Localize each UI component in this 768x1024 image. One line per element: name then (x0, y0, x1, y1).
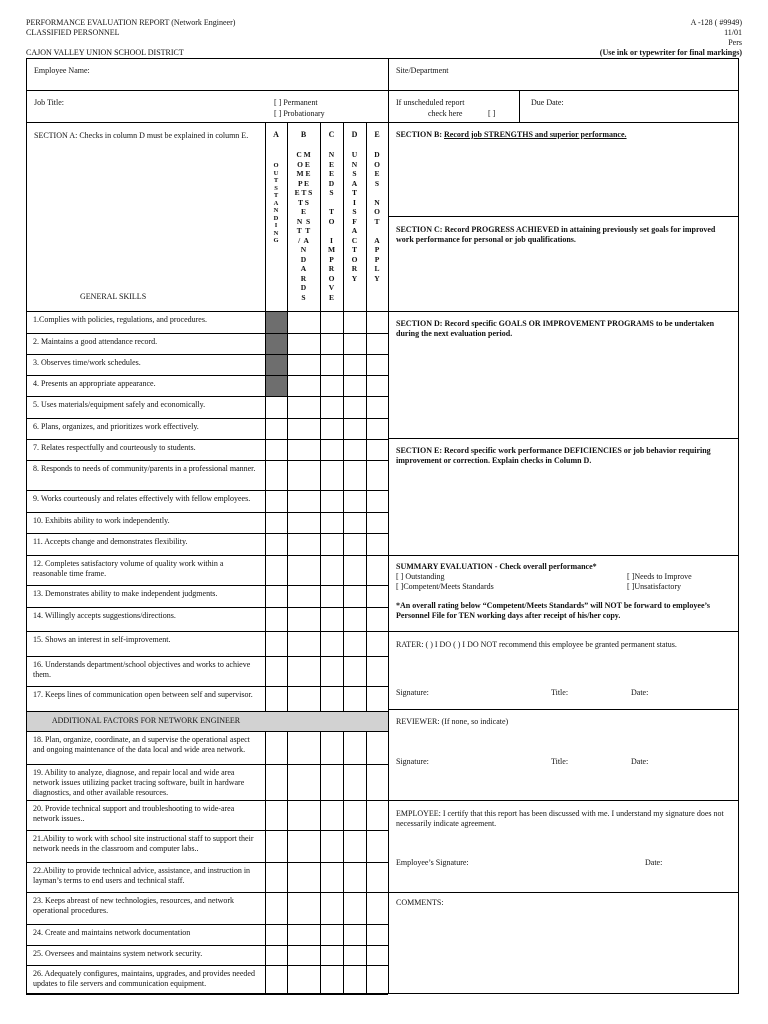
reviewer-title[interactable]: Title: (551, 757, 569, 766)
skill-row-5-col-e-cell[interactable] (367, 397, 388, 418)
skill-row-13-col-b-cell[interactable] (288, 586, 320, 607)
section-b (396, 130, 732, 140)
skill-row-25-col-e-cell[interactable] (367, 946, 388, 965)
skill-row-18-col-c-cell[interactable] (321, 732, 343, 764)
skill-row-20-col-a-cell[interactable] (266, 801, 287, 830)
skill-row-10: 10. Exhibits ability to work independently. (33, 516, 170, 525)
col-a-outstanding: O U T S T A N D I N G (273, 162, 279, 244)
skill-row-17: 17. Keeps lines of communication open between self and supervisor. (33, 690, 253, 699)
skill-row-17-col-d-cell[interactable] (344, 687, 366, 711)
employee-date[interactable]: Date: (645, 858, 663, 867)
skill-row-26-col-d-cell[interactable] (344, 966, 366, 994)
skill-row-9-col-d-cell[interactable] (344, 491, 366, 512)
skill-row-17-col-e-cell[interactable] (367, 687, 388, 711)
skill-row-7-col-a-cell[interactable] (266, 440, 287, 460)
skill-row-22-col-e-cell[interactable] (367, 863, 388, 892)
permanent-checkbox[interactable]: [ ] Permanent (274, 98, 318, 107)
skill-row-8-col-d-cell[interactable] (344, 461, 366, 490)
skill-row-23-col-a-cell[interactable] (266, 893, 287, 924)
skill-row-11-col-d-cell[interactable] (344, 534, 366, 555)
skill-row-8-col-c-cell[interactable] (321, 461, 343, 490)
skill-row-19-col-a-cell[interactable] (266, 765, 287, 800)
col-c-letter: C (328, 130, 335, 139)
unscheduled-label: If unscheduled report (396, 98, 465, 107)
skill-row-2-col-c-cell[interactable] (321, 334, 343, 354)
skill-row-3: 3. Observes time/work schedules. (33, 358, 141, 367)
due-date-field[interactable]: Due Date: (531, 98, 564, 107)
skill-row-4-col-b-cell[interactable] (288, 376, 320, 396)
skill-row-8-col-a-cell[interactable] (266, 461, 287, 490)
skill-row-5-col-d-cell[interactable] (344, 397, 366, 418)
skill-row-24-col-a-cell[interactable] (266, 925, 287, 945)
skill-row-13-col-a-cell[interactable] (266, 586, 287, 607)
employee-name-field[interactable]: Employee Name: (34, 66, 90, 75)
skill-row-11-col-c-cell[interactable] (321, 534, 343, 555)
skill-row-19-col-d-cell[interactable] (344, 765, 366, 800)
skill-row-9-col-a-cell[interactable] (266, 491, 287, 512)
skill-row-14: 14. Willingly accepts suggestions/directions. (33, 611, 176, 620)
skill-row-12: 12. Completes satisfactory volume of quality work within a reasonable time frame. (33, 559, 224, 578)
skill-row-10-col-a-cell[interactable] (266, 513, 287, 533)
skill-row-14-col-b-cell[interactable] (288, 608, 320, 631)
job-title-field[interactable]: Job Title: (34, 98, 65, 107)
skill-row-8-col-e-cell[interactable] (367, 461, 388, 490)
skill-row-25-col-d-cell[interactable] (344, 946, 366, 965)
skill-row-18: 18. Plan, organize, coordinate, an d supervise the operational aspect and ongoing maintenance of the data local and wide area network. (33, 735, 250, 754)
additional-factors-heading: ADDITIONAL FACTORS FOR NETWORK ENGINEER (51, 716, 241, 725)
skill-row-24-col-c-cell[interactable] (321, 925, 343, 945)
form-title-line2: CLASSIFIED PERSONNEL (26, 28, 120, 37)
skill-row-16-col-c-cell[interactable] (321, 657, 343, 686)
skill-row-9-col-b-cell[interactable] (288, 491, 320, 512)
skill-row-3-col-b-cell[interactable] (288, 355, 320, 375)
employee-certification: EMPLOYEE: I certify that this report has been discussed with me. I understand my signature does not necessarily indicate agreement. (396, 809, 724, 828)
general-skills-heading: GENERAL SKILLS (80, 292, 147, 301)
skill-row-1-col-d-cell[interactable] (344, 312, 366, 333)
skill-row-19-col-b-cell[interactable] (288, 765, 320, 800)
skill-row-25-col-b-cell[interactable] (288, 946, 320, 965)
section-a-instruction: SECTION A: Checks in column D must be explained in column E. (34, 131, 249, 140)
skill-row-6-col-c-cell[interactable] (321, 419, 343, 439)
skill-row-18-col-d-cell[interactable] (344, 732, 366, 764)
skill-row-21: 21.Ability to work with school site instructional staff to support their network needs in the classroom and computer labs.. (33, 834, 254, 853)
skill-row-3-col-a-cell[interactable] (266, 355, 287, 375)
skill-row-5: 5. Uses materials/equipment safely and economically. (33, 400, 206, 409)
skill-row-25: 25. Oversees and maintains system network security. (33, 949, 203, 958)
skill-row-2-col-a-cell[interactable] (266, 334, 287, 354)
skill-row-22-col-b-cell[interactable] (288, 863, 320, 892)
skill-row-6-col-d-cell[interactable] (344, 419, 366, 439)
skill-row-15-col-c-cell[interactable] (321, 632, 343, 656)
col-d-unsatisfactory: U N S A T I S F A C T O R Y (351, 150, 358, 283)
skill-row-10-col-e-cell[interactable] (367, 513, 388, 533)
skill-row-4-col-e-cell[interactable] (367, 376, 388, 396)
skill-row-18-col-b-cell[interactable] (288, 732, 320, 764)
skill-row-26-col-e-cell[interactable] (367, 966, 388, 994)
skill-row-4: 4. Presents an appropriate appearance. (33, 379, 156, 388)
skill-row-10-col-d-cell[interactable] (344, 513, 366, 533)
form-meta (600, 18, 742, 58)
skill-row-12-col-e-cell[interactable] (367, 556, 388, 585)
skill-row-5-col-a-cell[interactable] (266, 397, 287, 418)
form-number: A -128 ( #9949) (690, 18, 742, 27)
skill-row-13-col-d-cell[interactable] (344, 586, 366, 607)
skill-row-6-col-b-cell[interactable] (288, 419, 320, 439)
skill-row-21-col-b-cell[interactable] (288, 831, 320, 862)
skill-row-8: 8. Responds to needs of community/parents in a professional manner. (33, 464, 256, 473)
skill-row-19-col-e-cell[interactable] (367, 765, 388, 800)
competent-checkbox[interactable]: [ ]Competent/Meets Standards (396, 582, 494, 591)
skill-row-2-col-b-cell[interactable] (288, 334, 320, 354)
skill-row-4-col-a-cell[interactable] (266, 376, 287, 396)
skill-row-1-col-b-cell[interactable] (288, 312, 320, 333)
skill-row-23-col-d-cell[interactable] (344, 893, 366, 924)
section-d: SECTION D: Record specific GOALS OR IMPROVEMENT PROGRAMS to be undertaken during the next evaluation period. (396, 319, 715, 338)
skill-row-24-col-d-cell[interactable] (344, 925, 366, 945)
skill-row-11-col-a-cell[interactable] (266, 534, 287, 555)
skill-row-5-col-b-cell[interactable] (288, 397, 320, 418)
skill-row-1-col-e-cell[interactable] (367, 312, 388, 333)
form-title-line1: PERFORMANCE EVALUATION REPORT (Network Engineer) (26, 18, 236, 27)
skill-row-7-col-e-cell[interactable] (367, 440, 388, 460)
skill-row-22: 22.Ability to provide technical advice, assistance, and instruction in layman’s terms to end users and technical staff. (33, 866, 251, 885)
skill-row-22-col-d-cell[interactable] (344, 863, 366, 892)
form-dept: Pers (728, 38, 742, 47)
col-e-does-not-apply: D O E S N O T A P P L Y (374, 150, 380, 283)
skill-row-23: 23. Keeps abreast of new technologies, resources, and network operational procedures. (33, 896, 235, 915)
skill-row-20: 20. Provide technical support and troubleshooting to wide-area network issues.. (33, 804, 235, 823)
skill-row-24: 24. Create and maintains network documentation (33, 928, 191, 937)
reviewer-date[interactable]: Date: (631, 757, 649, 766)
skill-row-24-col-e-cell[interactable] (367, 925, 388, 945)
district-name: CAJON VALLEY UNION SCHOOL DISTRICT (26, 48, 184, 57)
skill-row-17-col-c-cell[interactable] (321, 687, 343, 711)
skill-row-7-col-d-cell[interactable] (344, 440, 366, 460)
col-c-needs-improve: N E E D S T O I M P R O V E (327, 150, 336, 302)
skill-row-12-col-b-cell[interactable] (288, 556, 320, 585)
skill-row-13-col-c-cell[interactable] (321, 586, 343, 607)
skill-row-8-col-b-cell[interactable] (288, 461, 320, 490)
unscheduled-checkbox[interactable]: [ ] (488, 109, 496, 118)
skill-row-12-col-d-cell[interactable] (344, 556, 366, 585)
skill-row-26: 26. Adequately configures, maintains, upgrades, and provides needed updates to file servers and communication equipment. (33, 969, 255, 988)
skill-row-26-col-b-cell[interactable] (288, 966, 320, 994)
rater-recommendation[interactable]: RATER: ( ) I DO ( ) I DO NOT recommend this employee be granted permanent status. (396, 640, 677, 649)
skill-row-1: 1.Complies with policies, regulations, and procedures. (33, 315, 207, 324)
skill-row-19-col-c-cell[interactable] (321, 765, 343, 800)
skill-row-13: 13. Demonstrates ability to make independent judgments. (33, 589, 218, 598)
skill-row-9-col-e-cell[interactable] (367, 491, 388, 512)
skill-row-2-col-d-cell[interactable] (344, 334, 366, 354)
skill-row-10-col-b-cell[interactable] (288, 513, 320, 533)
skill-row-11-col-e-cell[interactable] (367, 534, 388, 555)
skill-row-14-col-e-cell[interactable] (367, 608, 388, 631)
skill-row-5-col-c-cell[interactable] (321, 397, 343, 418)
skill-row-18-col-a-cell[interactable] (266, 732, 287, 764)
outstanding-checkbox[interactable]: [ ] Outstanding (396, 572, 445, 581)
reviewer-signature[interactable]: Signature: (396, 757, 429, 766)
skill-row-18-col-e-cell[interactable] (367, 732, 388, 764)
skill-row-17-col-b-cell[interactable] (288, 687, 320, 711)
skill-row-3-col-e-cell[interactable] (367, 355, 388, 375)
skill-row-21-col-a-cell[interactable] (266, 831, 287, 862)
skill-row-15-col-b-cell[interactable] (288, 632, 320, 656)
skill-row-12-col-a-cell[interactable] (266, 556, 287, 585)
skill-row-14-col-d-cell[interactable] (344, 608, 366, 631)
skill-row-11: 11. Accepts change and demonstrates flexibility. (33, 537, 188, 546)
skill-row-12-col-c-cell[interactable] (321, 556, 343, 585)
skill-row-1-col-c-cell[interactable] (321, 312, 343, 333)
skill-row-3-col-c-cell[interactable] (321, 355, 343, 375)
skill-row-15-col-d-cell[interactable] (344, 632, 366, 656)
skill-row-2: 2. Maintains a good attendance record. (33, 337, 158, 346)
form-title (26, 18, 235, 38)
skill-row-10-col-c-cell[interactable] (321, 513, 343, 533)
skill-row-20-col-b-cell[interactable] (288, 801, 320, 830)
skill-row-16-col-b-cell[interactable] (288, 657, 320, 686)
col-b-letter: B (300, 130, 307, 139)
col-a-letter: A (273, 130, 279, 139)
employee-signature[interactable]: Employee’s Signature: (396, 858, 469, 867)
rater-title[interactable]: Title: (551, 688, 569, 697)
overall-note: *An overall rating below “Competent/Meets Standards” will NOT be forward to employee’s Personnel File for TEN working days after receipt of his/her copy. (396, 601, 710, 620)
skill-row-9-col-c-cell[interactable] (321, 491, 343, 512)
skill-row-7-col-c-cell[interactable] (321, 440, 343, 460)
skill-row-22-col-a-cell[interactable] (266, 863, 287, 892)
skill-row-15-col-a-cell[interactable] (266, 632, 287, 656)
skill-row-1-col-a-cell[interactable] (266, 312, 287, 333)
skill-row-16-col-e-cell[interactable] (367, 657, 388, 686)
skill-row-24-col-b-cell[interactable] (288, 925, 320, 945)
skill-row-20-col-d-cell[interactable] (344, 801, 366, 830)
skill-row-6-col-a-cell[interactable] (266, 419, 287, 439)
skill-row-25-col-a-cell[interactable] (266, 946, 287, 965)
section-b-text: Record job STRENGTHS and superior performance. (444, 130, 627, 139)
section-b-label: SECTION B: (396, 130, 445, 139)
col-b-competent: C M O E M E P E E T S T S E N S T T / A N D A R D S (294, 150, 313, 302)
section-e: SECTION E: Record specific work performance DEFICIENCIES or job behavior requiring improvement or correction. Explain checks in Column D. (396, 446, 711, 465)
skill-row-16: 16. Understands department/school objectives and works to achieve them. (33, 660, 251, 679)
probationary-checkbox[interactable]: [ ] Probationary (274, 109, 325, 118)
skill-row-2-col-e-cell[interactable] (367, 334, 388, 354)
skill-row-23-col-b-cell[interactable] (288, 893, 320, 924)
reviewer-label: REVIEWER: (If none, so indicate) (396, 717, 509, 726)
skill-row-7-col-b-cell[interactable] (288, 440, 320, 460)
skill-row-3-col-d-cell[interactable] (344, 355, 366, 375)
skill-row-26-col-a-cell[interactable] (266, 966, 287, 994)
skill-row-22-col-c-cell[interactable] (321, 863, 343, 892)
summary-title: SUMMARY EVALUATION - Check overall performance* (396, 562, 597, 571)
skill-row-25-col-c-cell[interactable] (321, 946, 343, 965)
section-c: SECTION C: Record PROGRESS ACHIEVED in attaining previously set goals for improved work performance for personal or job qualifications. (396, 225, 716, 244)
unsatisfactory-checkbox[interactable]: [ ]Unsatisfactory (627, 582, 681, 591)
skill-row-7: 7. Relates respectfully and courteously to students. (33, 443, 196, 452)
skill-row-15: 15. Shows an interest in self-improvement. (33, 635, 171, 644)
skill-row-21-col-c-cell[interactable] (321, 831, 343, 862)
skill-row-20-col-e-cell[interactable] (367, 801, 388, 830)
comments-label: COMMENTS: (396, 898, 444, 907)
rater-signature[interactable]: Signature: (396, 688, 429, 697)
skill-row-26-col-c-cell[interactable] (321, 966, 343, 994)
skill-row-6-col-e-cell[interactable] (367, 419, 388, 439)
skill-row-17-col-a-cell[interactable] (266, 687, 287, 711)
skill-row-23-col-c-cell[interactable] (321, 893, 343, 924)
unscheduled-check-here: check here (428, 109, 463, 118)
skill-row-6: 6. Plans, organizes, and prioritizes work effectively. (33, 422, 199, 431)
skill-row-15-col-e-cell[interactable] (367, 632, 388, 656)
skill-row-19: 19. Ability to analyze, diagnose, and repair local and wide area network issues utilizing packet tracing software, built in hardware diagnostics, and other available resources. (33, 768, 245, 797)
rater-date[interactable]: Date: (631, 688, 649, 697)
skill-row-21-col-e-cell[interactable] (367, 831, 388, 862)
skill-row-16-col-d-cell[interactable] (344, 657, 366, 686)
col-e-letter: E (374, 130, 380, 139)
skill-row-4-col-c-cell[interactable] (321, 376, 343, 396)
site-department-field[interactable]: Site/Department (396, 66, 449, 75)
skill-row-9: 9. Works courteously and relates effectively with fellow employees. (33, 494, 251, 503)
col-d-letter: D (351, 130, 358, 139)
skill-row-20-col-c-cell[interactable] (321, 801, 343, 830)
form-date: 11/01 (724, 28, 742, 37)
skill-row-16-col-a-cell[interactable] (266, 657, 287, 686)
skill-row-4-col-d-cell[interactable] (344, 376, 366, 396)
skill-row-11-col-b-cell[interactable] (288, 534, 320, 555)
skill-row-21-col-d-cell[interactable] (344, 831, 366, 862)
ink-note: (Use ink or typewriter for final markings) (599, 48, 742, 57)
skill-row-14-col-c-cell[interactable] (321, 608, 343, 631)
needs-improve-checkbox[interactable]: [ ]Needs to Improve (627, 572, 692, 581)
skill-row-14-col-a-cell[interactable] (266, 608, 287, 631)
skill-row-23-col-e-cell[interactable] (367, 893, 388, 924)
skill-row-13-col-e-cell[interactable] (367, 586, 388, 607)
